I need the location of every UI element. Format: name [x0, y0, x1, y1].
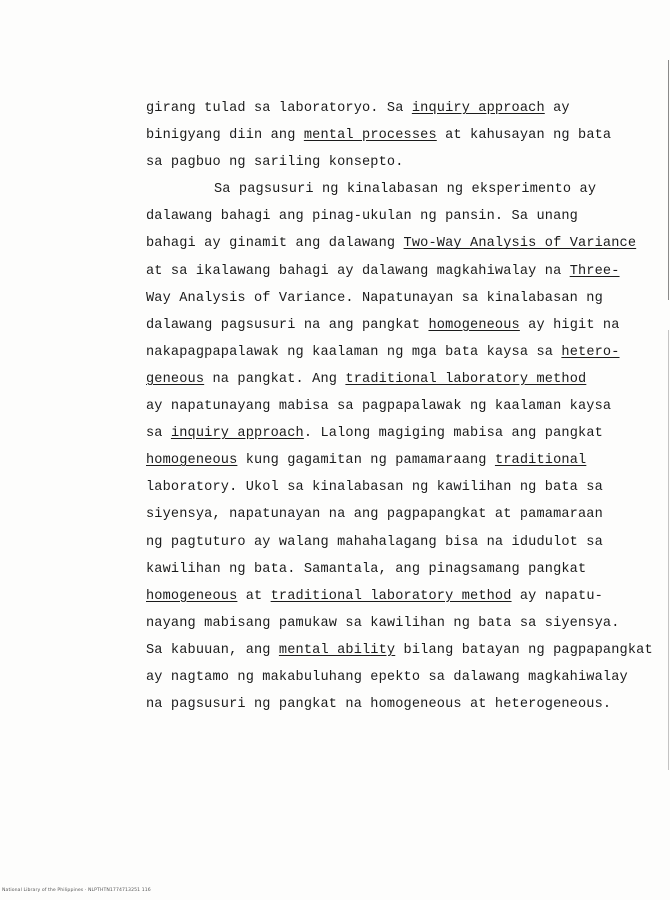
scan-edge-line: [668, 330, 669, 770]
text-line: [146, 637, 666, 664]
underlined-term: homogeneous: [428, 317, 520, 333]
text-segment: na pangkat. Ang: [204, 371, 346, 387]
text-line: [146, 393, 666, 420]
text-segment: Sa kabuuan, ang: [146, 642, 279, 658]
text-segment: at kahusayan ng bata: [436, 128, 612, 144]
underlined-term: homogeneous: [146, 588, 238, 604]
underlined-term: mental processes: [303, 128, 437, 144]
text-segment: binigyang diin ang: [146, 128, 304, 144]
underlined-term: Three-: [569, 263, 620, 279]
text-segment: ay napatunayang mabisa sa pagpapalawak ng kaalaman kaysa: [146, 399, 612, 415]
text-line: [146, 366, 666, 393]
underlined-term: traditional laboratory method: [345, 371, 587, 387]
text-segment: Way Analysis of Variance. Napatunayan sa kinalabasan ng: [146, 290, 603, 306]
text-segment: ay nagtamo ng makabuluhang epekto sa dalawang magkahiwalay: [146, 669, 628, 685]
text-segment: sa: [146, 426, 171, 442]
text-line: [146, 176, 666, 203]
text-line: [146, 258, 666, 285]
text-line: [146, 501, 666, 528]
text-line: [146, 203, 666, 230]
scan-edge-line: [668, 60, 669, 300]
underlined-term: hetero-: [561, 344, 620, 360]
underlined-term: geneous: [146, 371, 205, 387]
text-line: [146, 122, 666, 149]
text-segment: kawilihan ng bata. Samantala, ang pinagsamang pangkat: [146, 561, 587, 577]
text-segment: sa pagbuo ng sariling konsepto.: [146, 155, 404, 171]
text-segment: ng pagtuturo ay walang mahahalagang bisa na idudulot sa: [146, 534, 603, 550]
underlined-term: inquiry approach: [411, 101, 545, 116]
text-segment: . Lalong magiging mabisa ang pangkat: [303, 426, 603, 442]
text-line: [146, 420, 666, 447]
text-line: [146, 556, 666, 583]
text-segment: nakapagpapalawak ng kaalaman ng mga bata kaysa sa: [146, 344, 562, 360]
underlined-term: inquiry approach: [170, 426, 304, 442]
text-line: [146, 447, 666, 474]
text-line: [146, 529, 666, 556]
text-segment: bahagi ay ginamit ang dalawang: [146, 236, 404, 252]
text-segment: laboratory. Ukol sa kinalabasan ng kawilihan ng bata sa: [146, 480, 603, 496]
underlined-term: homogeneous: [146, 453, 238, 469]
text-segment: na pagsusuri ng pangkat na homogeneous at heterogeneous.: [146, 697, 612, 713]
text-line: [146, 474, 666, 501]
text-segment: ay higit na: [519, 317, 620, 333]
text-segment: at sa ikalawang bahagi ay dalawang magkahiwalay na: [146, 263, 570, 279]
underlined-term: traditional: [494, 453, 587, 469]
body-text: [146, 95, 666, 718]
text-line: [146, 95, 666, 122]
text-line: [146, 230, 666, 257]
text-line: [146, 339, 666, 366]
underlined-term: traditional laboratory method: [270, 588, 512, 604]
text-segment: bilang batayan ng pagpapangkat: [395, 642, 653, 658]
scan-footer: National Library of the Philippines · NLPTHTN1774713251 116: [2, 888, 151, 893]
text-line: [146, 691, 666, 718]
text-line: [146, 610, 666, 637]
text-segment: siyensya, napatunayan na ang pagpapangkat at pamamaraan: [146, 507, 603, 523]
text-line: [146, 149, 666, 176]
text-segment: ay napatu-: [511, 588, 603, 604]
text-segment: ay: [544, 101, 570, 116]
text-segment: nayang mabisang pamukaw sa kawilihan ng bata sa siyensya.: [146, 615, 620, 631]
text-segment: dalawang bahagi ang pinag-ukulan ng pansin. Sa unang: [146, 209, 578, 225]
text-segment: at: [237, 588, 271, 604]
underlined-term: Two-Way Analysis of Variance: [403, 236, 637, 252]
text-line: [146, 285, 666, 312]
text-segment: kung gagamitan ng pamamaraang: [237, 453, 495, 469]
underlined-term: mental ability: [278, 642, 396, 658]
text-line: [146, 664, 666, 691]
text-segment: girang tulad sa laboratoryo. Sa: [146, 101, 412, 116]
text-segment: Sa pagsusuri ng kinalabasan ng eksperimento ay: [214, 182, 597, 198]
text-segment: dalawang pagsusuri na ang pangkat: [146, 317, 429, 333]
text-line: [146, 312, 666, 339]
text-line: [146, 583, 666, 610]
